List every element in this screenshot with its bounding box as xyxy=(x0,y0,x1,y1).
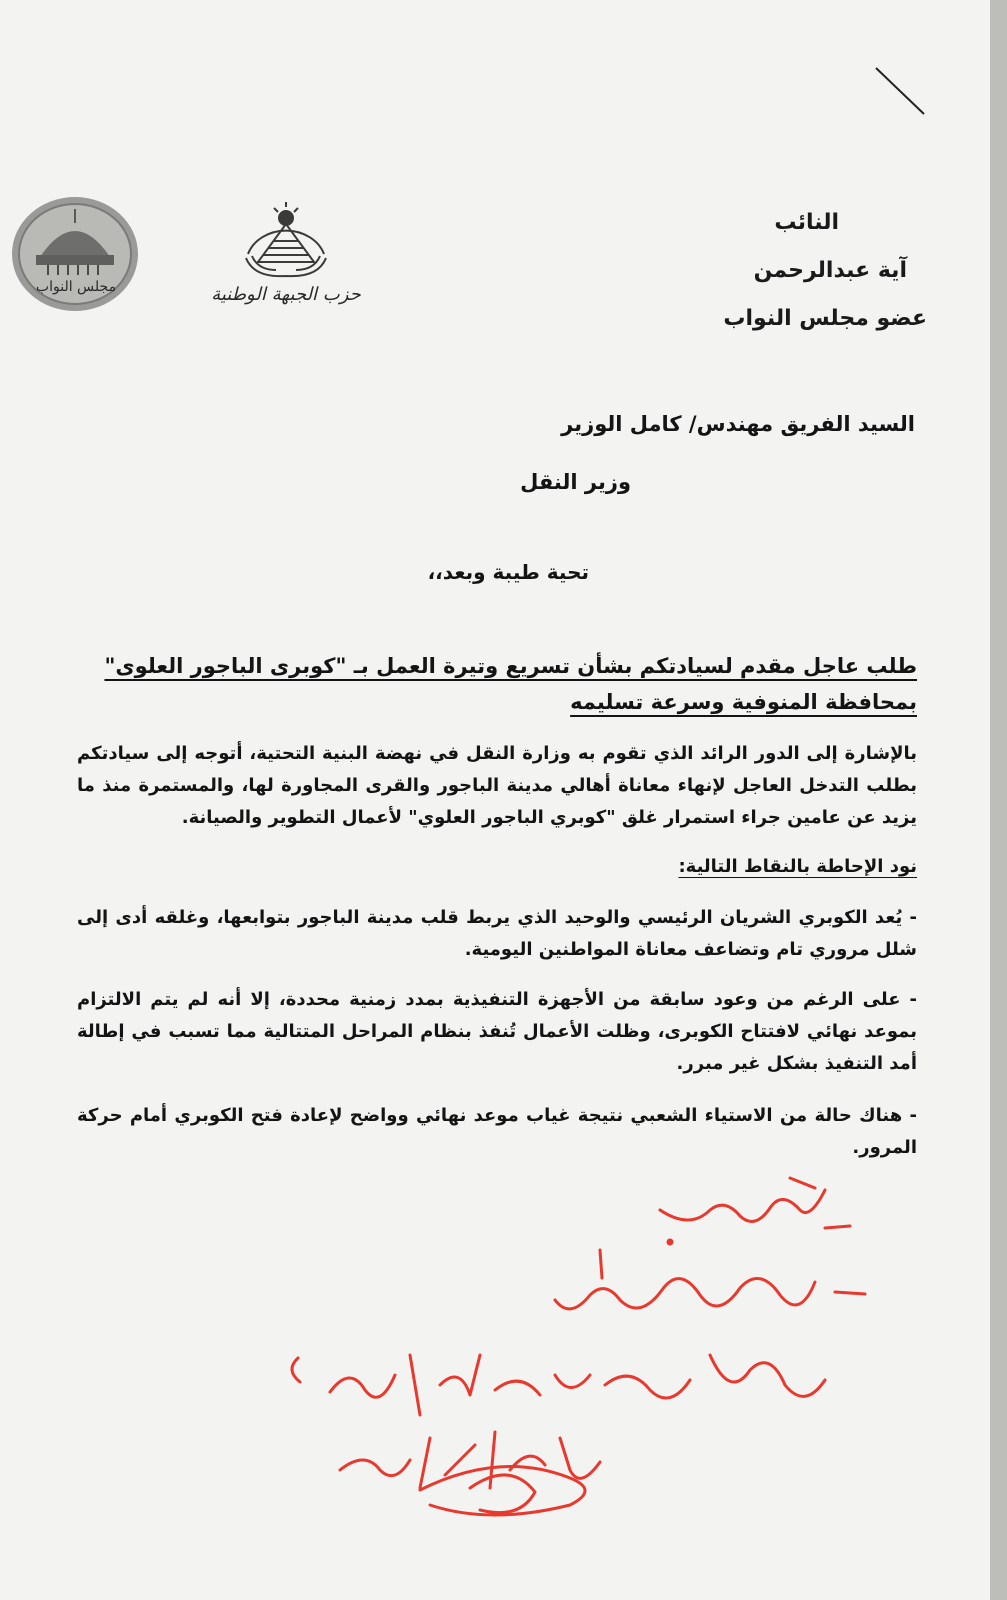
page-edge xyxy=(990,0,1007,1600)
addressee-position: وزير النقل xyxy=(520,470,631,494)
pen-stroke-mark xyxy=(870,62,930,122)
point-item: - يُعد الكوبري الشريان الرئيسي والوحيد الذي يربط قلب مدينة الباجور بتوابعها، وغلقه أدى إلى شلل مروري تام وتضاعف معاناة المواطنين اليومية. xyxy=(77,907,917,960)
body-paragraph: بالإشارة إلى الدور الرائد الذي تقوم به وزارة النقل في نهضة البنية التحتية، أتوجه إلى سيادتكم بطلب التدخل العاجل لإنهاء معاناة أهالي مدينة الباجور والقرى المجاورة لها، والمستمرة منذ ما يزيد عن عامين جراء استمرار غلق "كوبري الباجور العلوي" لأعمال التطوير والصيانة. xyxy=(77,743,917,828)
pyramid-sun-hands-icon xyxy=(196,196,376,286)
parliament-logo-text: مجلس النواب xyxy=(35,279,117,295)
parliament-seal-logo xyxy=(10,195,140,313)
addressee-name: السيد الفريق مهندس/ كامل الوزير xyxy=(561,412,915,436)
subject-line: طلب عاجل مقدم لسيادتكم بشأن تسريع وتيرة العمل بـ "كوبرى الباجور العلوى" بمحافظة المنوفية وسرعة تسليمه xyxy=(104,654,917,714)
point-item: - على الرغم من وعود سابقة من الأجهزة التنفيذية بمدد زمنية محددة، إلا أنه لم يتم الالتزام بموعد نهائي لافتتاح الكوبرى، وظلت الأعمال تُنفذ بنظام المراحل المتتالية مما تسبب في إطالة أمد التنفيذ بشكل غير مبرر. xyxy=(77,989,917,1074)
sender-position: عضو مجلس النواب xyxy=(723,306,927,331)
handwritten-annotation xyxy=(270,1170,890,1570)
sender-name: آية عبدالرحمن xyxy=(753,258,907,283)
points-heading: نود الإحاطة بالنقاط التالية: xyxy=(678,856,917,877)
dome-seal-icon xyxy=(10,195,140,313)
greeting: تحية طيبة وبعد،، xyxy=(427,560,589,584)
party-logo xyxy=(196,196,376,326)
party-logo-text: حزب الجبهة الوطنية xyxy=(211,284,361,305)
point-item: - هناك حالة من الاستياء الشعبي نتيجة غياب موعد نهائي وواضح لإعادة فتح الكوبري أمام حركة المرور. xyxy=(77,1105,917,1158)
sender-title: النائب xyxy=(774,210,839,235)
